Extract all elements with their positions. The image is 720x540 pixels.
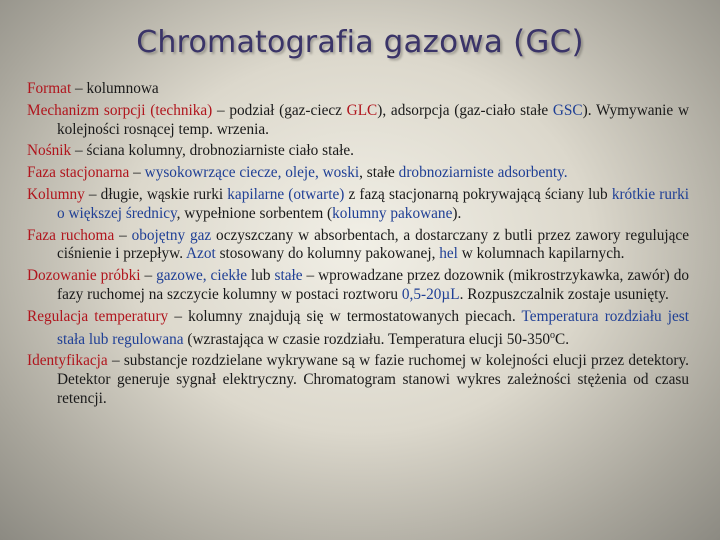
item-text: oczyszczany w absorbentach, a dostarczany z butli przez zawory regulujące ciśnienie i przepływ.: [57, 226, 690, 263]
item-text: 0,5-20µL: [401, 285, 460, 303]
item-text: wysokowrzące ciecze, oleje, woski: [144, 164, 360, 182]
title-part-2: gazowa (GC): [383, 24, 584, 60]
content-item: [27, 142, 689, 161]
item-text: GSC: [552, 101, 583, 119]
item-text: (wzrastająca w czasie rozdziału. Temperatura elucji 50-350: [183, 330, 551, 348]
item-text: gazowe, ciekłe: [156, 267, 248, 285]
item-text: stałe: [274, 267, 303, 285]
item-text: krótkie rurki o większej średnicy: [57, 185, 689, 222]
content-item: [27, 164, 689, 183]
slide-title: [0, 24, 720, 60]
item-text: C.: [555, 330, 570, 348]
item-text: w kolumnach kapilarnych.: [457, 245, 625, 263]
content-item: [27, 267, 689, 305]
item-term: Identyfikacja: [27, 352, 108, 370]
item-text: – kolumnowa: [75, 80, 159, 97]
item-text: . Rozpuszczalnik zostaje usunięty.: [459, 285, 669, 303]
item-text: , stałe: [359, 164, 399, 182]
item-text: stosowany do kolumny pakowanej,: [215, 245, 440, 263]
item-text: –: [114, 226, 132, 244]
item-term: Kolumny: [27, 185, 85, 203]
item-term: Mechanizm sorpcji (technika): [27, 101, 213, 119]
content-item: [27, 186, 689, 224]
item-text: – podział (gaz-ciecz: [212, 101, 347, 119]
item-text: z fazą stacjonarną pokrywającą ściany lub: [344, 185, 612, 203]
item-term: Nośnik: [27, 142, 72, 160]
item-text: Temperatura rozdziału jest stała lub regulowana: [57, 307, 689, 348]
item-text: o: [550, 329, 556, 341]
item-text: kolumny pakowane: [332, 204, 453, 222]
item-text: drobnoziarniste adsorbenty.: [398, 164, 568, 182]
item-text: –: [129, 164, 145, 182]
item-text: – długie, wąskie rurki: [84, 185, 228, 203]
item-text: – substancje rozdzielane wykrywane są w fazie ruchomej w kolejności elucji przez detektory. Detektor generuje sygnał elektryczny. Chromatogram stanowi wykres zależności stężenia od czasu retencji.: [57, 352, 689, 408]
item-term: Faza ruchoma: [27, 226, 115, 244]
item-text: – kolumny znajdują się w termostatowanych piecach.: [168, 307, 522, 325]
item-term: GLC: [346, 101, 378, 119]
item-text: kapilarne (otwarte): [227, 185, 345, 203]
item-text: lub: [247, 267, 275, 285]
item-text: – wprowadzane przez dozownik (mikrostrzykawka, zawór) do fazy ruchomej na szczycie kolumny w postaci roztworu: [57, 267, 690, 303]
item-term: Faza stacjonarna: [27, 164, 130, 182]
item-text: hel: [439, 245, 458, 263]
item-term: Format: [27, 80, 76, 97]
item-text: ), adsorpcja (gaz-ciało stałe: [377, 101, 553, 119]
item-text: –: [140, 267, 157, 285]
item-text: obojętny gaz: [131, 226, 212, 244]
content-item: [27, 227, 689, 265]
item-text: – ściana kolumny, drobnoziarniste ciało stałe.: [71, 142, 354, 160]
content-item: [27, 102, 689, 140]
content-item: [27, 352, 689, 408]
item-term: Regulacja temperatury: [27, 307, 169, 325]
item-text: ).: [452, 204, 462, 222]
item-text: ). Wymywanie w kolejności rosnącej temp. wrzenia.: [57, 101, 689, 138]
content-item: [27, 80, 689, 99]
content-list: [27, 80, 689, 412]
title-part-1: Chromatografia: [136, 25, 374, 60]
item-text: Azot: [186, 245, 216, 263]
content-item: [27, 308, 689, 350]
item-term: Dozowanie próbki: [27, 267, 141, 285]
item-text: , wypełnione sorbentem (: [176, 204, 333, 222]
